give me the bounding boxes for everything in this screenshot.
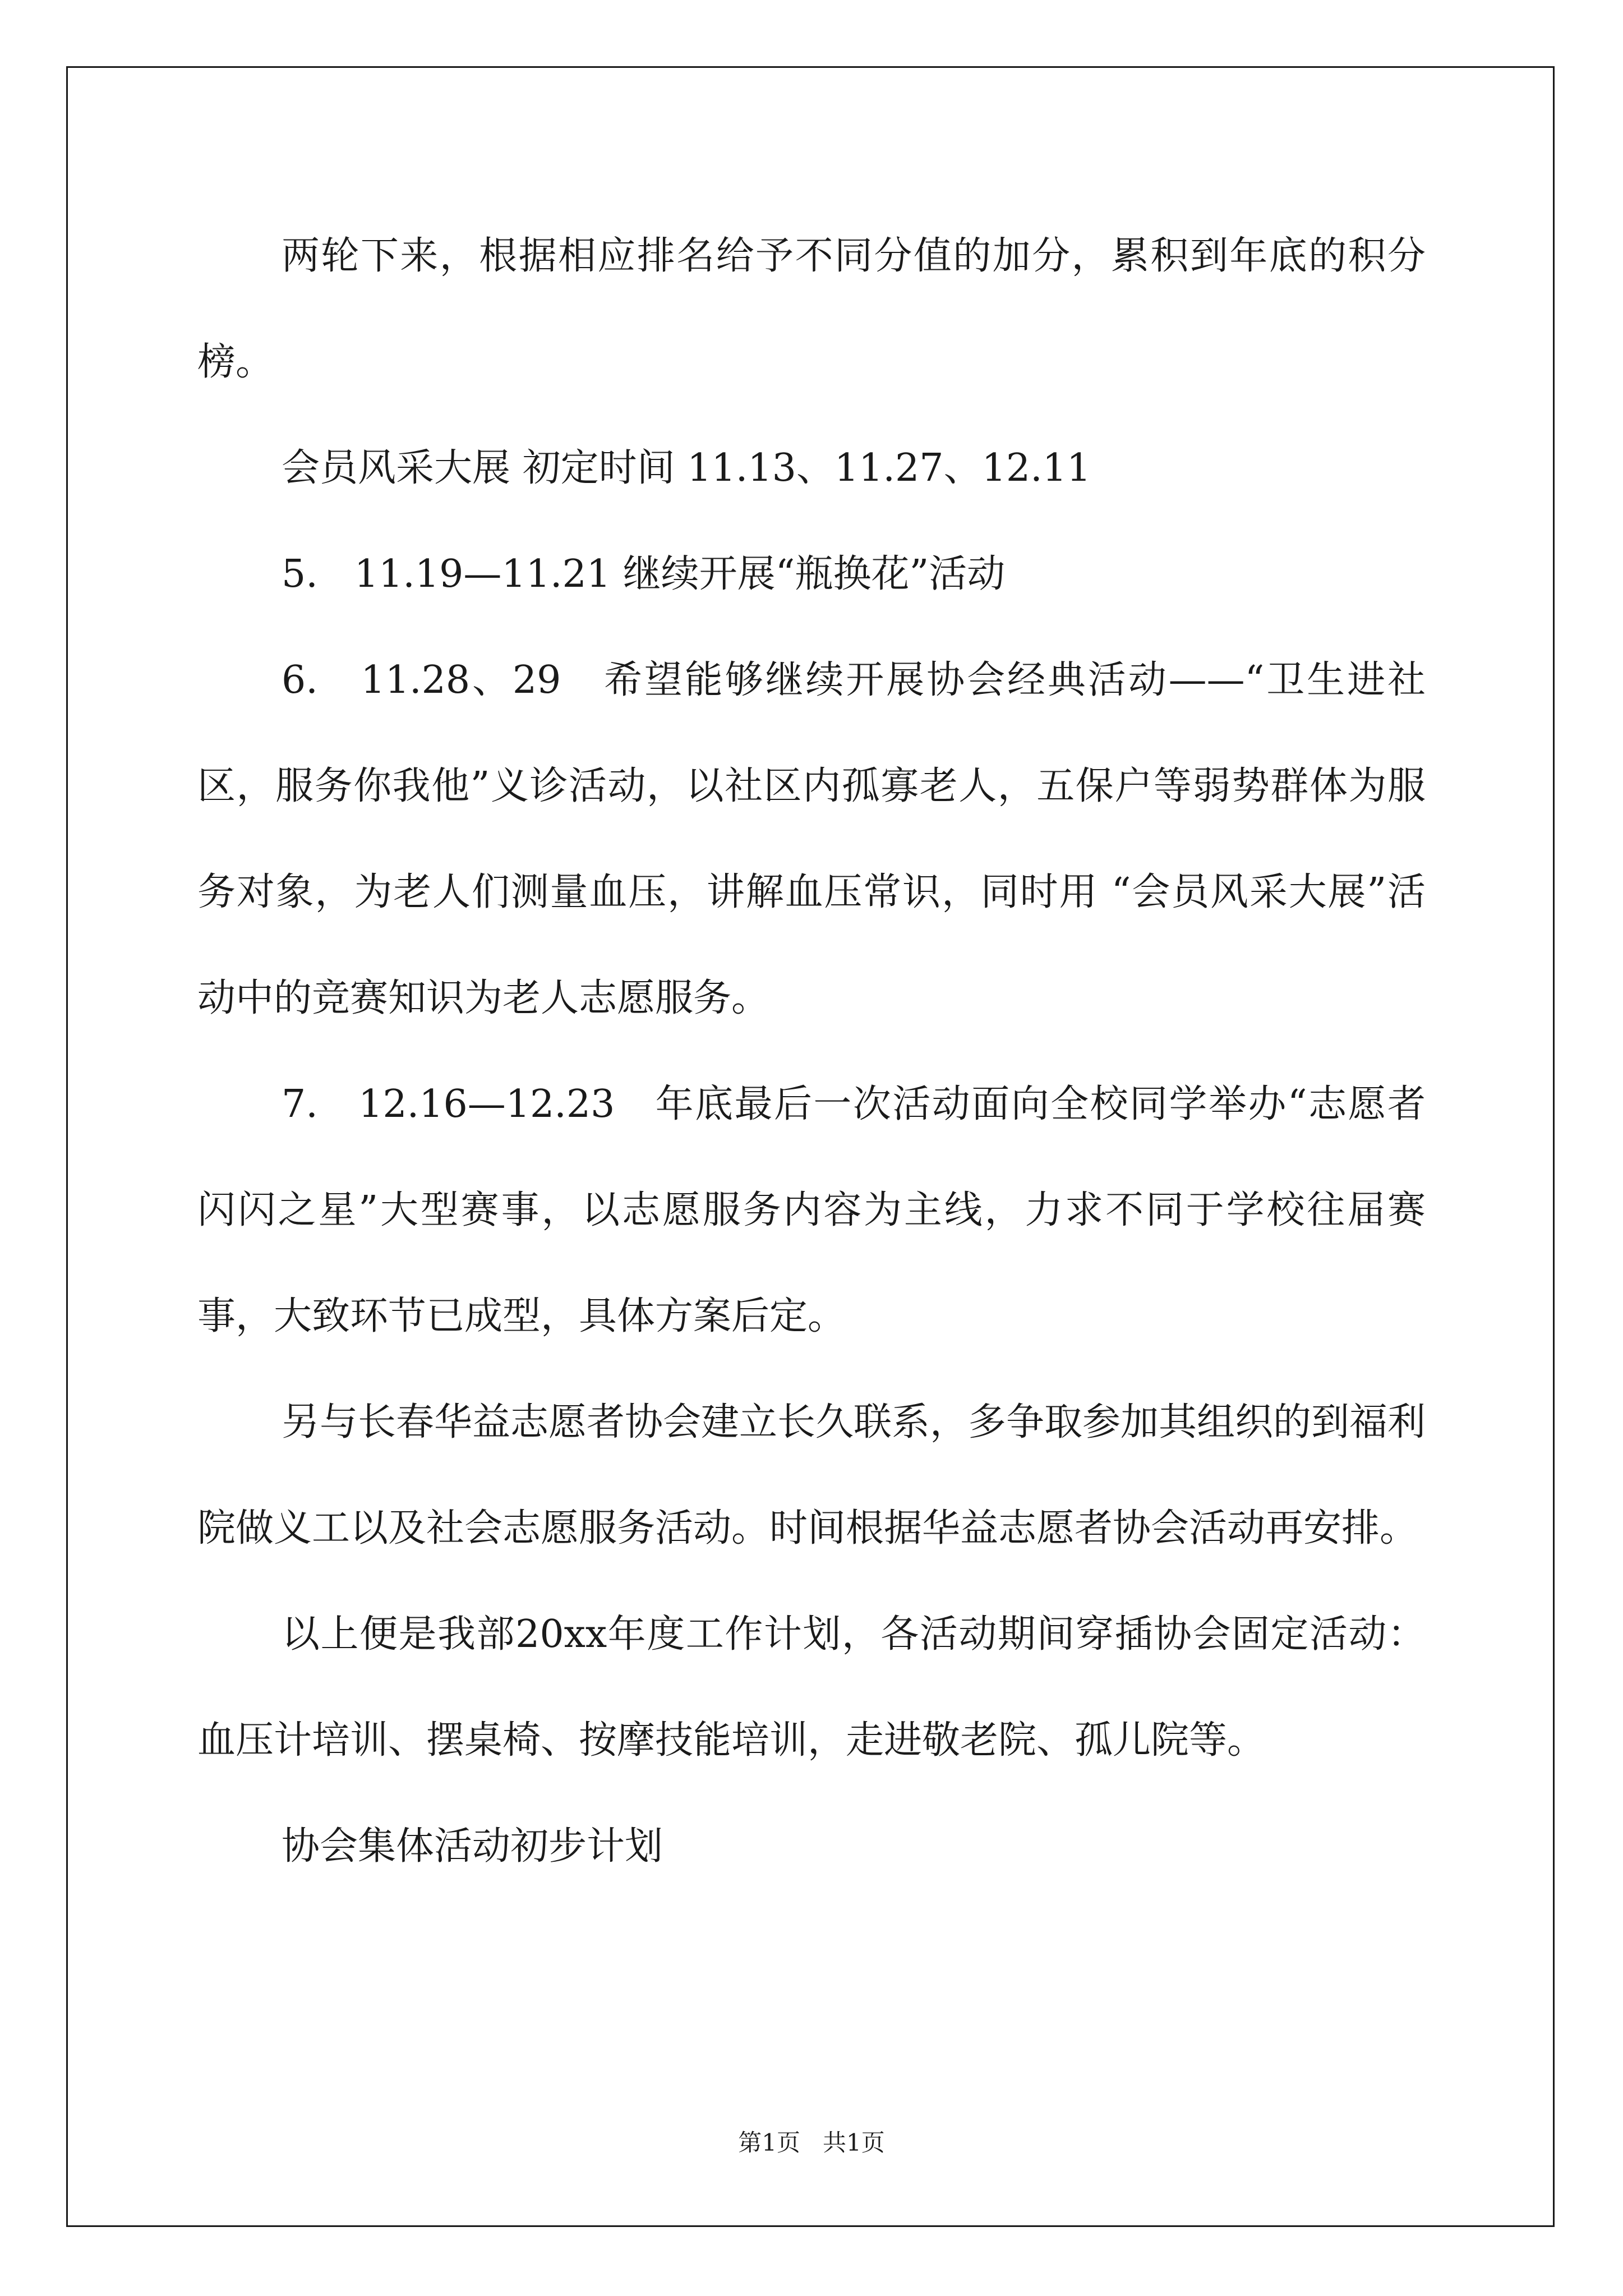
paragraph-item-6: 6. 11.28、29 希望能够继续开展协会经典活动——“卫生进社区，服务你我他”义诊活动，以社区内孤寡老人，五保户等弱势群体为服务对象，为老人们测量血压，讲解血压常识，同时用 “会员风采大展”活动中的竞赛知识为老人志愿服务。 bbox=[197, 658, 1426, 1020]
document-body bbox=[197, 203, 1426, 1899]
paragraph-member-showcase: 会员风采大展 初定时间 11.13、11.27、12.11 bbox=[282, 446, 1091, 490]
paragraph-partnership: 另与长春华益志愿者协会建立长久联系，多争取参加其组织的到福利院做义工以及社会志愿服务活动。时间根据华益志愿者协会活动再安排。 bbox=[197, 1400, 1426, 1550]
paragraph-group-plan-heading: 协会集体活动初步计划 bbox=[282, 1824, 663, 1869]
paragraph-summary: 以上便是我部20xx年度工作计划，各活动期间穿插协会固定活动：血压计培训、摆桌椅、按摩技能培训，走进敬老院、孤儿院等。 bbox=[197, 1612, 1426, 1763]
page-footer: 第1页 共1页 bbox=[738, 2129, 885, 2156]
paragraph-item-7: 7. 12.16—12.23 年底最后一次活动面向全校同学举办“志愿者闪闪之星”大型赛事，以志愿服务内容为主线，力求不同于学校往届赛事，大致环节已成型，具体方案后定。 bbox=[197, 1082, 1426, 1338]
paragraph-item-5: 5. 11.19—11.21 继续开展“瓶换花”活动 bbox=[282, 552, 1006, 596]
paragraph-scoring: 两轮下来，根据相应排名给予不同分值的加分，累积到年底的积分榜。 bbox=[197, 234, 1426, 384]
